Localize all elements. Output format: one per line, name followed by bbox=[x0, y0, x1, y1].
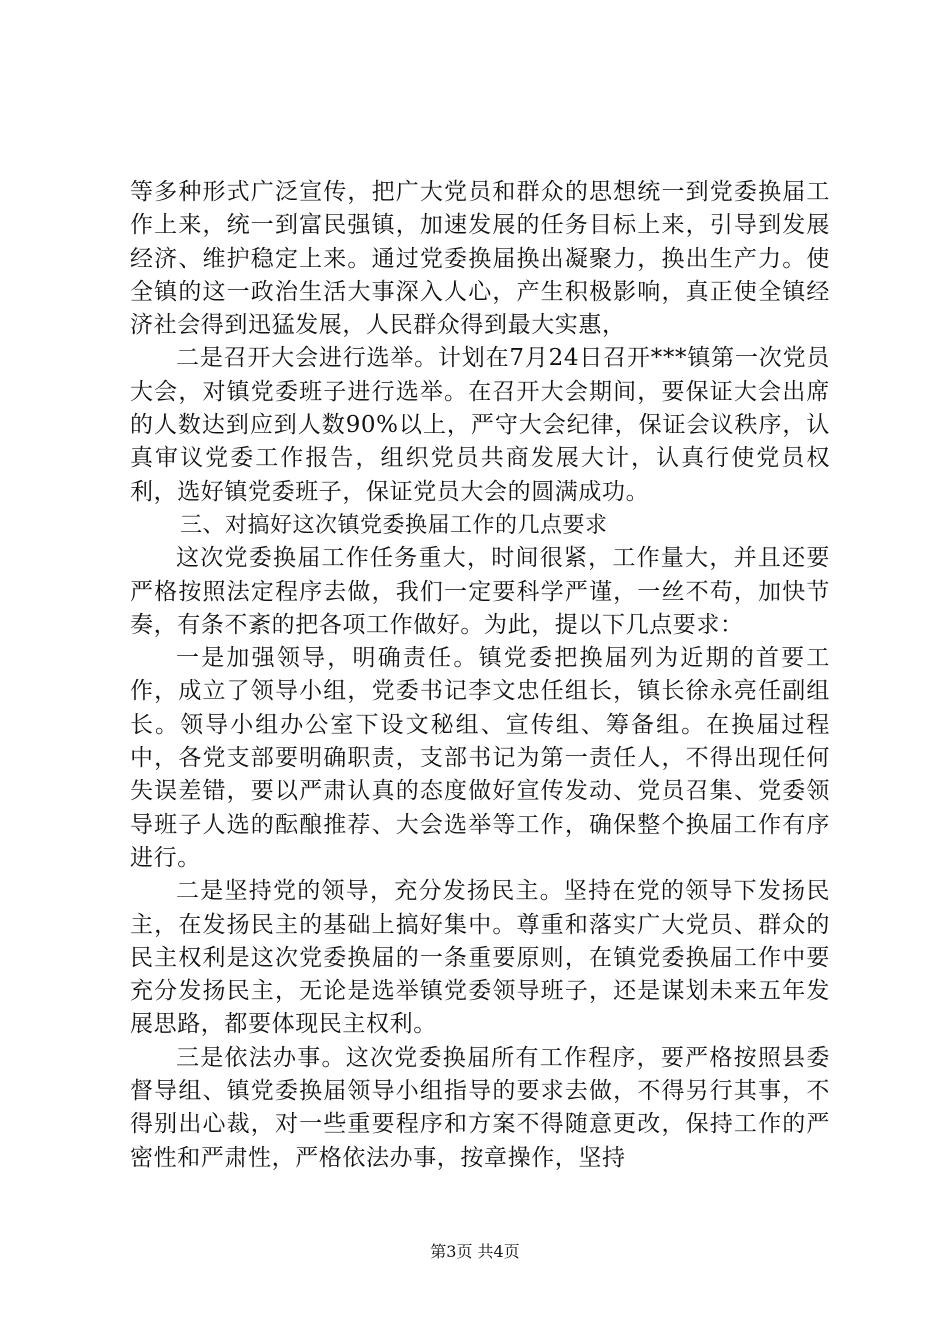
document-body bbox=[130, 176, 830, 1175]
paragraph-lawful-conduct: 三是依法办事。这次党委换届所有工作程序，要严格按照县委督导组、镇党委换届领导小组指导的要求去做，不得另行其事，不得别出心裁，对一些重要程序和方案不得随意更改，保持工作的严密性和严肃性，严格依法办事，按章操作，坚持 bbox=[130, 1044, 830, 1171]
paragraph-requirements-intro: 这次党委换届工作任务重大，时间很紧，工作量大，并且还要严格按照法定程序去做，我们一定要科学严谨，一丝不苟，加快节奏，有条不紊的把各项工作做好。为此，提以下几点要求： bbox=[130, 545, 830, 638]
section-heading-requirements: 三、对搞好这次镇党委换届工作的几点要求 bbox=[180, 512, 608, 538]
paragraph-election-meeting: 二是召开大会进行选举。计划在7月24日召开***镇第一次党员大会，对镇党委班子进行选举。在召开大会期间，要保证大会出席的人数达到应到人数90%以上，严守大会纪律，保证会议秩序，认真审议党委工作报告，组织党员共商发展大计，认真行使党员权利，选好镇党委班子，保证党员大会的圆满成功。 bbox=[130, 345, 830, 505]
paragraph-democracy: 二是坚持党的领导，充分发扬民主。坚持在党的领导下发扬民主，在发扬民主的基础上搞好集中。尊重和落实广大党员、群众的民主权利是这次党委换届的一条重要原则，在镇党委换届工作中要充分发扬民主，无论是选举镇党委领导班子，还是谋划未来五年发展思路，都要体现民主权利。 bbox=[130, 878, 830, 1038]
page-footer: 第3页 共4页 bbox=[430, 1242, 520, 1261]
paragraph-strengthen-leadership: 一是加强领导，明确责任。镇党委把换届列为近期的首要工作，成立了领导小组，党委书记李文忠任组长，镇长徐永亮任副组长。领导小组办公室下设文秘组、宣传组、筹备组。在换届过程中，各党支部要明确职责，支部书记为第一责任人，不得出现任何失误差错，要以严肃认真的态度做好宣传发动、党员召集、党委领导班子人选的酝酿推荐、大会选举等工作，确保整个换届工作有序进行。 bbox=[130, 645, 830, 871]
paragraph-continuation: 等多种形式广泛宣传，把广大党员和群众的思想统一到党委换届工作上来，统一到富民强镇，加速发展的任务目标上来，引导到发展经济、维护稳定上来。通过党委换届换出凝聚力，换出生产力。使全镇的这一政治生活大事深入人心，产生积极影响，真正使全镇经济社会得到迅猛发展，人民群众得到最大实惠， bbox=[130, 179, 830, 339]
